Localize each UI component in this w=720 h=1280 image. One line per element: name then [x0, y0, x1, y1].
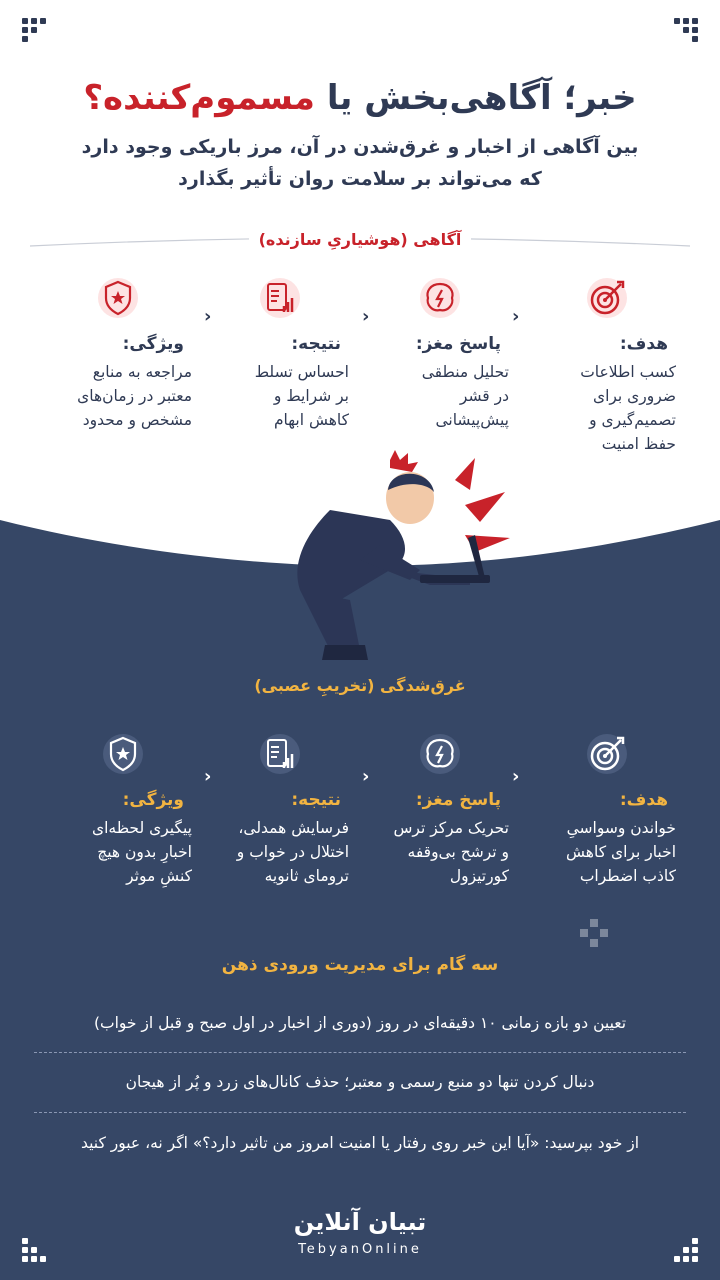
- awareness-label-text: آگاهی (هوشیاریِ سازنده): [249, 230, 472, 249]
- step-divider: [34, 1052, 686, 1053]
- page-title: [40, 78, 680, 118]
- awareness-brain-body: [365, 360, 515, 432]
- awareness-col-feature: [38, 274, 198, 432]
- checklist-chart-icon: [256, 730, 304, 778]
- overload-col-brain: [365, 730, 515, 888]
- chevron-left-icon: ‹: [362, 306, 370, 327]
- subtitle-line-2: که می‌تواند بر سلامت روان تأثیر بگذارد: [178, 168, 542, 190]
- shield-star-icon: [99, 730, 147, 778]
- subtitle-line-1: بین آگاهی از اخبار و غرق‌شدن در آن، مرز باریکی وجود دارد: [81, 136, 639, 158]
- awareness-col-brain: [365, 274, 515, 432]
- steps-title: سه گام برای مدیریت ورودی ذهن: [221, 955, 499, 975]
- corner-dots-top-right: [674, 18, 698, 42]
- awareness-feature-line: معتبر در زمان‌های: [77, 387, 192, 405]
- overload-brain-line: کورتیزول: [449, 867, 509, 885]
- awareness-goal-line: حفظ امنیت: [601, 435, 676, 453]
- overload-feature-line: پیگیری لحظه‌ای: [91, 819, 192, 837]
- overload-goal-line: خواندن وسواسیِ: [566, 819, 676, 837]
- awareness-goal-line: ضروری برای: [592, 387, 676, 405]
- corner-dots-bottom-right: [674, 1238, 698, 1262]
- step-item-2: دنبال کردن تنها دو منبع رسمی و معتبر؛ حذف کانال‌های زرد و پُر از هیجان: [125, 1073, 595, 1091]
- chevron-left-icon: ‹: [204, 766, 212, 787]
- stressed-person-illustration: [270, 450, 520, 670]
- awareness-feature-line: مراجعه به منابع: [92, 363, 192, 381]
- overload-brain-head: پاسخ مغز:: [415, 790, 501, 810]
- awareness-brain-line: در قشر: [459, 387, 509, 405]
- overload-label-text: غرق‌شدگی (تخریبِ عصبی): [254, 676, 466, 695]
- awareness-goal-body: [532, 360, 682, 456]
- overload-result-line: اختلال در خواب و: [236, 843, 349, 861]
- overload-col-goal: [532, 730, 682, 888]
- stress-lines: [455, 458, 510, 552]
- title-part-main: خبر؛ آگاهی‌بخش یا: [314, 78, 637, 118]
- brain-icon: [416, 730, 464, 778]
- step-item-3: از خود بپرسید: «آیا این خبر روی رفتار یا امنیت امروز من تاثیر دارد؟» اگر نه، عبور کنید: [80, 1134, 640, 1152]
- awareness-feature-line: مشخص و محدود: [82, 411, 192, 429]
- chevron-left-icon: ‹: [512, 306, 520, 327]
- overload-label: [40, 676, 680, 695]
- awareness-goal-head: هدف:: [619, 334, 668, 354]
- overload-goal-body: [532, 816, 682, 888]
- awareness-brain-line: پیش‌پیشانی: [435, 411, 509, 429]
- awareness-result-body: [205, 360, 355, 432]
- awareness-goal-line: کسب اطلاعات: [580, 363, 676, 381]
- awareness-result-line: کاهش ابهام: [273, 411, 349, 429]
- checklist-chart-icon: [256, 274, 304, 322]
- awareness-col-result: [205, 274, 355, 432]
- overload-brain-body: [365, 816, 515, 888]
- overload-feature-line: کنشِ موثر: [126, 867, 192, 885]
- awareness-brain-line: تحلیل منطقی: [421, 363, 509, 381]
- overload-feature-head: ویژگی:: [122, 790, 184, 810]
- awareness-result-line: بر شرایط و: [273, 387, 349, 405]
- awareness-goal-line: تصمیم‌گیری و: [589, 411, 676, 429]
- step-item-1: تعیین دو بازه زمانی ۱۰ دقیقه‌ای در روز (دوری از اخبار در اول صبح و قبل از خواب): [93, 1014, 627, 1032]
- shield-star-icon: [94, 274, 142, 322]
- overload-col-feature: [48, 730, 198, 888]
- corner-dots-bottom-left: [22, 1238, 46, 1262]
- chevron-left-icon: ‹: [362, 766, 370, 787]
- overload-col-result: [205, 730, 355, 888]
- title-part-highlight: مسموم‌کننده؟: [83, 78, 315, 118]
- brand-logo-fa: تبیان آنلاین: [293, 1208, 427, 1236]
- overload-feature-line: اخبارِ بدون هیچ: [97, 843, 192, 861]
- chevron-left-icon: ‹: [512, 766, 520, 787]
- awareness-feature-body: [38, 360, 198, 432]
- awareness-result-line: احساس تسلط: [254, 363, 349, 381]
- awareness-col-goal: [532, 274, 682, 456]
- overload-brain-line: تحریک مرکز ترس: [393, 819, 509, 837]
- brand-logo-en: TebyanOnline: [298, 1242, 422, 1257]
- overload-goal-line: کاذب اضطراب: [579, 867, 676, 885]
- overload-result-body: [205, 816, 355, 888]
- overload-result-line: ترومای ثانویه: [264, 867, 349, 885]
- brain-icon: [416, 274, 464, 322]
- overload-result-line: فرسایش همدلی،: [238, 819, 349, 837]
- target-icon: [583, 730, 631, 778]
- overload-result-head: نتیجه:: [291, 790, 341, 810]
- step-divider: [34, 1112, 686, 1113]
- awareness-label: [40, 230, 680, 249]
- awareness-result-head: نتیجه:: [291, 334, 341, 354]
- overload-brain-line: و ترشح بی‌وقفه: [407, 843, 509, 861]
- overload-feature-body: [48, 816, 198, 888]
- chevron-left-icon: ‹: [204, 306, 212, 327]
- awareness-feature-head: ویژگی:: [122, 334, 184, 354]
- awareness-brain-head: پاسخ مغز:: [415, 334, 501, 354]
- overload-goal-head: هدف:: [619, 790, 668, 810]
- corner-dots-top-left: [22, 18, 46, 42]
- target-icon: [583, 274, 631, 322]
- overload-goal-line: اخبار برای کاهش: [566, 843, 676, 861]
